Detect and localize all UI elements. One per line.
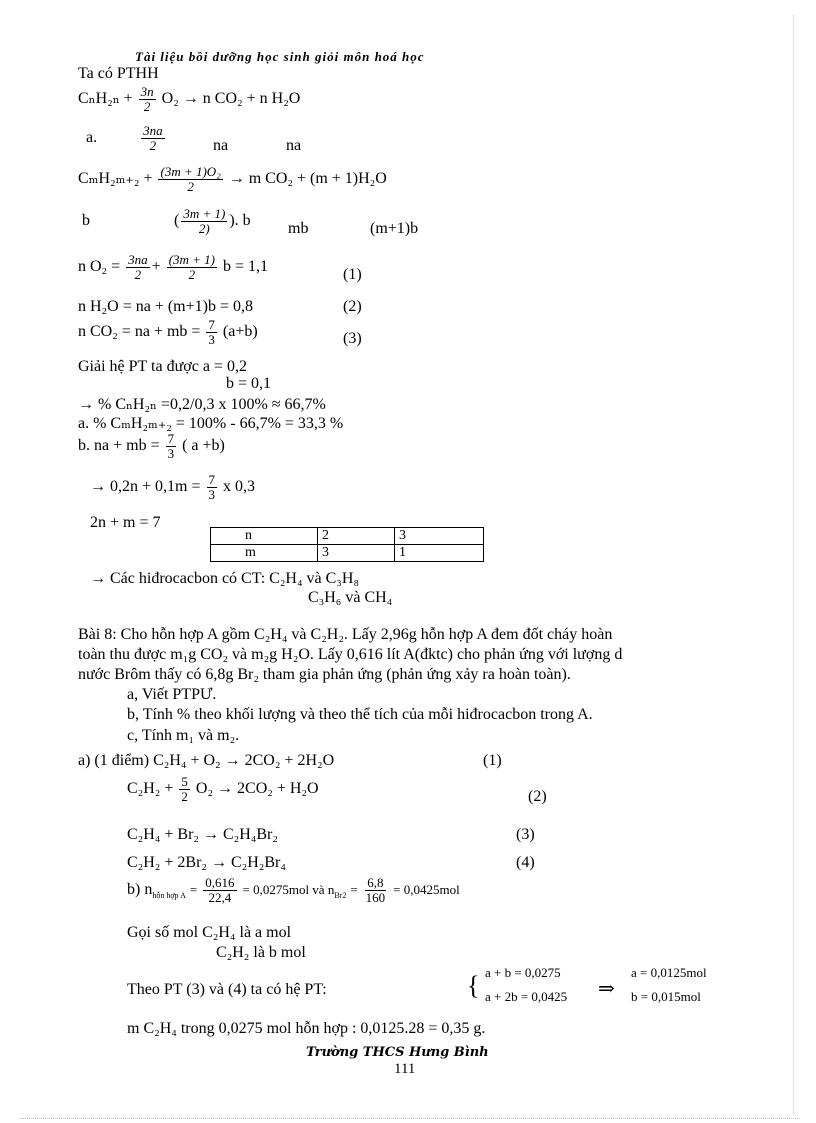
line-percent-1: → % CₙH₂ₙ =0,2/0,3 x 100% ≈ 66,7% — [78, 396, 326, 413]
line-eq2-mols: b ( $\frac{3m + 1)}{2)}$ ). b — [82, 206, 251, 236]
eq2-left: CₘH₂ₘ₊₂ + — [78, 169, 153, 187]
bai8-qa: a, Viết PTPƯ. — [127, 686, 217, 703]
eq2-frac: $\frac{\text{(3m + 1)O₂}}{2}$ — [160, 164, 221, 194]
eq-num-2: (2) — [343, 298, 362, 315]
table-row: n 2 3 — [211, 528, 484, 545]
sol-r7: C₂H₂ là b mol — [216, 944, 306, 961]
line-2n-m: 2n + m = 7 — [90, 514, 161, 531]
page-header: Tài liệu bồi dưỡng học sinh giỏi môn hoá học — [135, 49, 425, 64]
sol-r8: Theo PT (3) và (4) ta có hệ PT: — [127, 981, 327, 998]
label-b: b — [82, 211, 90, 229]
sol-r1-num: (1) — [483, 752, 502, 769]
line-nCO2: n CO₂ = na + mb = $\frac{7}{3}$ (a+b) — [78, 317, 258, 347]
mol-frac-a: $\frac{3na}{2}$ — [143, 123, 163, 153]
system-sol-1: a = 0,0125mol — [631, 965, 707, 980]
n-m-table — [210, 527, 484, 562]
eq-num-1: (1) — [343, 266, 362, 283]
bai8-qb: b, Tính % theo khối lượng và theo thể tích của mỗi hiđrocacbon trong A. — [127, 706, 593, 723]
sol-r3-num: (3) — [516, 826, 535, 843]
line-pthh: Ta có PTHH — [78, 65, 159, 82]
page-number: 111 — [394, 1061, 416, 1077]
label-a: a. — [86, 128, 98, 146]
line-percent-2: a. % CₘH₂ₘ₊₂ = 100% - 66,7% = 33,3 % — [78, 415, 344, 432]
sol-r5: b) $n_{hỗn hợp A}$ = $\frac{0,616}{22,4}$ = 0,0275mol và $n_{Br2}$ = $\frac{6,8}{160}$ = 0,0425mol — [127, 875, 460, 905]
bai8-qc: c, Tính m₁ và m₂. — [127, 727, 240, 744]
mol-na-2: na — [286, 137, 302, 154]
page-border-right — [793, 15, 794, 1115]
sol-r3: C₂H₄ + Br₂ → C₂H₄Br₂ — [127, 826, 278, 843]
line-giai-he: Giải hệ PT ta được a = 0,2 — [78, 358, 247, 375]
line-eq1 — [78, 85, 300, 113]
system-eq-1: a + b = 0,0275 — [485, 965, 561, 980]
eq2-right: → m CO₂ + (m + 1)H₂O — [228, 169, 387, 187]
line-b-na-mb: b. na + mb = $\frac{7}{3}$ ( a +b) — [78, 431, 225, 461]
system-arrow: ⇒ — [598, 978, 615, 1000]
sol-r4: C₂H₂ + 2Br₂ → C₂H₂Br₄ — [127, 854, 286, 871]
line-hidrocacbon-2: C₃H₆ và CH₄ — [308, 589, 393, 606]
eq1-frac: $\frac{3n}{2}$ — [140, 84, 154, 114]
eq-num-3: (3) — [343, 330, 362, 347]
eq1-right: O₂ → n CO₂ + n H₂O — [161, 89, 301, 107]
sol-r9: m C₂H₄ trong 0,0275 mol hỗn hợp : 0,0125.28 = 0,35 g. — [127, 1020, 486, 1037]
line-nO2: n O₂ = $\frac{3na}{2}$ + $\frac{(3m + 1)}{2}$ b = 1,1 — [78, 252, 269, 282]
footer-school: Trường THCS Hưng Bình — [306, 1045, 489, 1060]
sol-r6: Gọi số mol C₂H₄ là a mol — [127, 924, 292, 941]
line-eq1-mols — [86, 124, 167, 152]
eq1-left: CₙH₂ₙ + — [78, 89, 133, 107]
line-b-value: b = 0,1 — [226, 375, 272, 392]
mol-frac-b: $\frac{3m + 1)}{2)}$ — [183, 206, 226, 236]
line-0-2n: → 0,2n + 0,1m = $\frac{7}{3}$ x 0,3 — [90, 472, 255, 502]
mol-mb: mb — [288, 220, 309, 237]
sol-r4-num: (4) — [516, 854, 535, 871]
system-sol-2: b = 0,015mol — [631, 989, 701, 1004]
sol-r2: C₂H₂ + $\frac{5}{2}$ O₂ → 2CO₂ + H₂O — [127, 774, 319, 804]
bai8-p1: Bài 8: Cho hỗn hợp A gồm C₂H₄ và C₂H₂. Lấy 2,96g hỗn hợp A đem đốt cháy hoàn — [78, 626, 613, 643]
page-border-bottom — [20, 1118, 800, 1119]
sol-r1: a) (1 điểm) C₂H₄ + O₂ → 2CO₂ + 2H₂O — [78, 752, 335, 769]
line-nH2O: n H₂O = na + (m+1)b = 0,8 — [78, 298, 253, 315]
bai8-p3: nước Brôm thấy có 6,8g Br₂ tham gia phản ứng (phản ứng xảy ra hoàn toàn). — [78, 666, 571, 683]
line-eq2 — [78, 165, 387, 193]
line-hidrocacbon: → Các hiđrocacbon có CT: C₂H₄ và C₃H₈ — [90, 570, 360, 587]
bai8-p2: toàn thu được m₁g CO₂ và m₂g H₂O. Lấy 0,616 lít A(đktc) cho phản ứng với lượng d — [78, 646, 623, 663]
sol-r2-num: (2) — [528, 788, 547, 805]
mol-na-1: na — [213, 137, 229, 154]
mol-m1b: (m+1)b — [370, 220, 419, 237]
system-eq-2: a + 2b = 0,0425 — [485, 989, 568, 1004]
table-row: m 3 1 — [211, 545, 484, 562]
system-brace: { — [467, 971, 480, 1000]
